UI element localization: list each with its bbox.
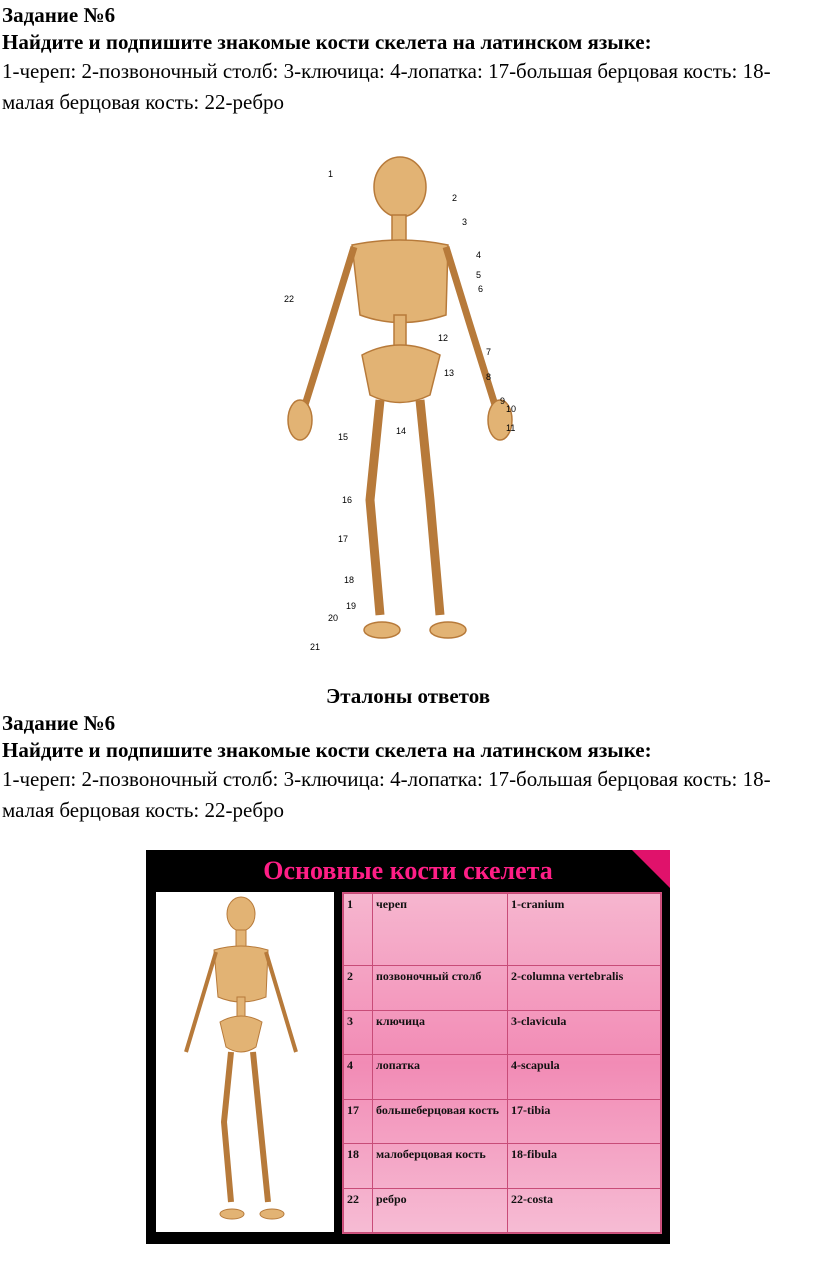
figure-label: 14	[396, 426, 407, 436]
figure-label: 17	[338, 534, 349, 544]
table-row	[344, 1144, 661, 1189]
figure-label: 11	[506, 423, 516, 433]
figure-label: 7	[486, 347, 492, 357]
skeleton-drawing	[288, 157, 512, 638]
skeleton-figure	[270, 155, 550, 665]
table-row	[344, 1010, 661, 1055]
row-latin-name: 22-costa	[508, 1188, 661, 1233]
figure-label: 19	[346, 601, 357, 611]
answer-slide	[146, 850, 670, 1244]
slide-skeleton-image	[156, 892, 334, 1232]
row-russian-name: малоберцовая кость	[373, 1144, 508, 1189]
skeleton-icon	[156, 892, 334, 1232]
row-number: 3	[344, 1010, 373, 1055]
figure-label: 4	[476, 250, 482, 260]
figure-label: 13	[444, 368, 455, 378]
table-row	[344, 1099, 661, 1144]
figure-label: 9	[500, 396, 506, 406]
task-instruction: Найдите и подпишите знакомые кости скелета на латинском языке:	[2, 738, 652, 762]
task-bone-list: 1-череп: 2-позвоночный столб: 3-ключица: 4-лопатка: 17-большая берцовая кость: 18-малая берцовая кость: 22-ребро	[2, 59, 771, 114]
answers-title: Эталоны ответов	[325, 684, 491, 708]
answers-table	[342, 892, 662, 1234]
figure-label: 15	[338, 432, 349, 442]
row-latin-name: 3-clavicula	[508, 1010, 661, 1055]
row-latin-name: 1-cranium	[508, 894, 661, 966]
figure-label: 10	[506, 404, 517, 414]
row-number: 17	[344, 1099, 373, 1144]
task-section-1	[2, 2, 814, 118]
task-heading: Задание №6	[2, 3, 116, 27]
figure-label: 12	[438, 333, 449, 343]
row-number: 2	[344, 966, 373, 1011]
task-section-2	[2, 710, 814, 826]
table-row	[344, 894, 661, 966]
row-number: 1	[344, 894, 373, 966]
table-row	[344, 1055, 661, 1100]
row-russian-name: ключица	[373, 1010, 508, 1055]
figure-label: 18	[344, 575, 355, 585]
figure-label: 2	[452, 193, 458, 203]
task-bone-list: 1-череп: 2-позвоночный столб: 3-ключица: 4-лопатка: 17-большая берцовая кость: 18-малая берцовая кость: 22-ребро	[2, 767, 771, 822]
table-row	[344, 1188, 661, 1233]
row-russian-name: лопатка	[373, 1055, 508, 1100]
row-russian-name: позвоночный столб	[373, 966, 508, 1011]
figure-label: 8	[486, 372, 492, 382]
row-number: 4	[344, 1055, 373, 1100]
figure-label: 5	[476, 270, 482, 280]
figure-label: 22	[284, 294, 295, 304]
figure-label: 1	[328, 169, 334, 179]
row-number: 18	[344, 1144, 373, 1189]
table-row	[344, 966, 661, 1011]
figure-label: 21	[310, 642, 321, 652]
row-russian-name: ребро	[373, 1188, 508, 1233]
row-latin-name: 4-scapula	[508, 1055, 661, 1100]
row-number: 22	[344, 1188, 373, 1233]
task-heading: Задание №6	[2, 711, 116, 735]
row-latin-name: 18-fibula	[508, 1144, 661, 1189]
task-instruction: Найдите и подпишите знакомые кости скелета на латинском языке:	[2, 30, 652, 54]
slide-title: Основные кости скелета	[263, 856, 553, 885]
row-latin-name: 17-tibia	[508, 1099, 661, 1144]
figure-label: 16	[342, 495, 353, 505]
row-russian-name: большеберцовая кость	[373, 1099, 508, 1144]
row-latin-name: 2-columna vertebralis	[508, 966, 661, 1011]
row-russian-name: череп	[373, 894, 508, 966]
figure-label: 20	[328, 613, 339, 623]
figure-label: 6	[478, 284, 484, 294]
figure-label: 3	[462, 217, 468, 227]
